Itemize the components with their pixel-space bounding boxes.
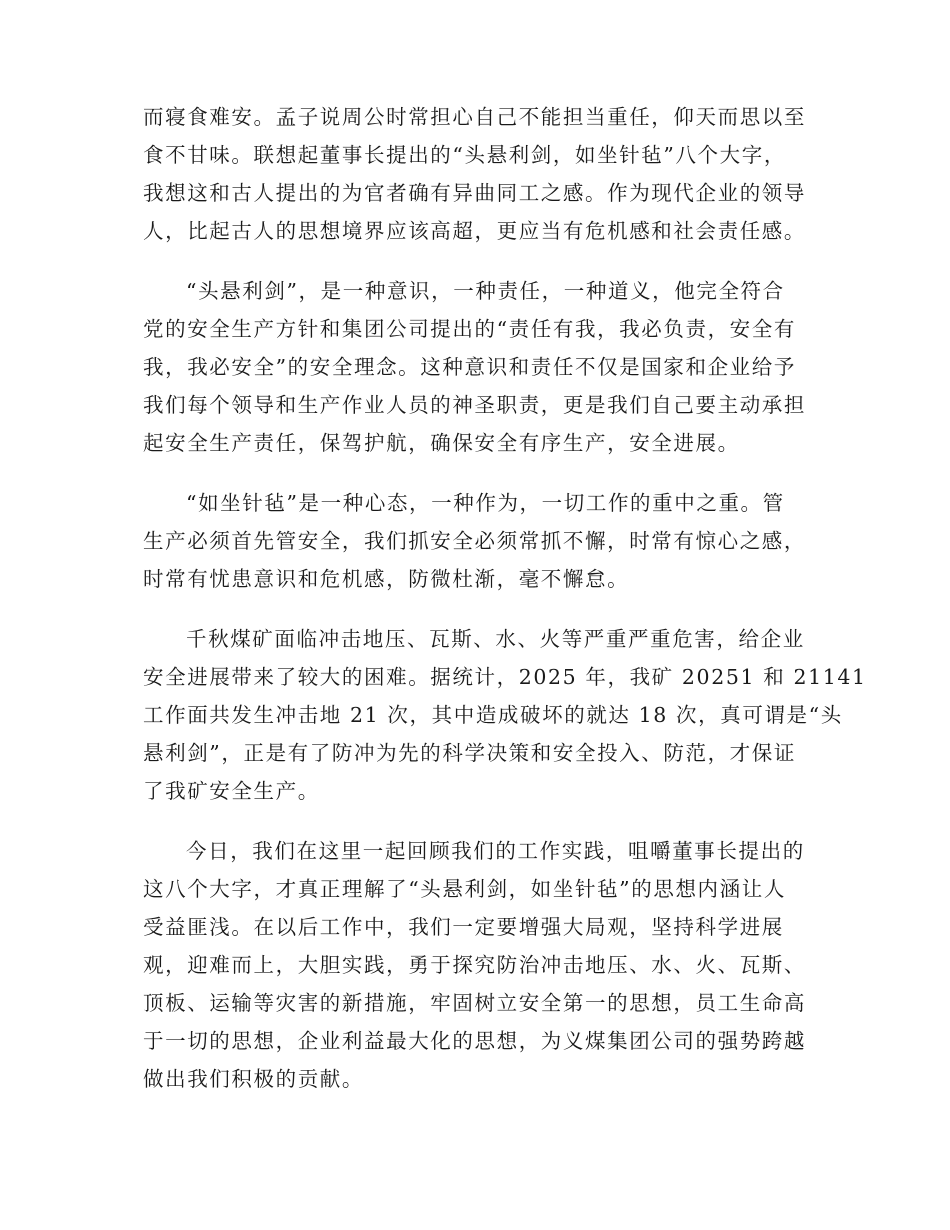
text-line: 安全进展带来了较大的困难。据统计，2025 年，我矿 20251 和 21141 <box>143 665 867 689</box>
text-line: 食不甘味。联想起董事长提出的“头悬利剑，如坐针毡”八个大字， <box>143 143 786 167</box>
paragraph-5 <box>143 832 808 1098</box>
text-line: 我想这和古人提出的为官者确有异曲同工之感。作为现代企业的领导 <box>143 181 806 205</box>
text-line: 顶板、运输等灾害的新措施，牢固树立安全第一的思想，员工生命高 <box>143 991 806 1015</box>
text-line: 我们每个领导和生产作业人员的神圣职责，更是我们自己要主动承担 <box>143 393 806 417</box>
document-body <box>143 98 867 1120</box>
text-line: 做出我们积极的贡献。 <box>143 1067 364 1091</box>
text-line: 工作面共发生冲击地 21 次，其中造成破坏的就达 18 次，真可谓是“头 <box>143 703 843 727</box>
paragraph-2 <box>143 272 808 462</box>
text-line: 生产必须首先管安全，我们抓安全必须常抓不懈，时常有惊心之感， <box>143 529 806 553</box>
text-line: 而寝食难安。孟子说周公时常担心自己不能担当重任，仰天而思以至 <box>143 105 806 129</box>
text-line: “头悬利剑”，是一种意识，一种责任，一种道义，他完全符合 <box>186 279 785 303</box>
text-line: 今日，我们在这里一起回顾我们的工作实践，咀嚼董事长提出的 <box>186 839 805 863</box>
paragraph-3 <box>143 484 808 598</box>
text-line: 人，比起古人的思想境界应该高超，更应当有危机感和社会责任感。 <box>143 219 806 243</box>
text-line: 这八个大字，才真正理解了“头悬利剑，如坐针毡”的思想内涵让人 <box>143 877 786 901</box>
text-line: 起安全生产责任，保驾护航，确保安全有序生产，安全进展。 <box>143 431 740 455</box>
text-line: 受益匪浅。在以后工作中，我们一定要增强大局观，坚持科学进展 <box>143 915 784 939</box>
text-line: 时常有忧患意识和危机感，防微杜渐，毫不懈怠。 <box>143 567 630 591</box>
text-line: 悬利剑”，正是有了防冲为先的科学决策和安全投入、防范，才保证 <box>143 741 796 765</box>
text-line: 于一切的思想，企业利益最大化的思想，为义煤集团公司的强势跨越 <box>143 1029 806 1053</box>
text-line: 我，我必安全”的安全理念。这种意识和责任不仅是国家和企业给予 <box>143 355 796 379</box>
paragraph-4 <box>143 620 867 810</box>
text-line: 千秋煤矿面临冲击地压、瓦斯、水、火等严重严重危害，给企业 <box>186 627 805 651</box>
text-line: 党的安全生产方针和集团公司提出的“责任有我，我必负责，安全有 <box>143 317 796 341</box>
text-line: 了我矿安全生产。 <box>143 779 320 803</box>
text-line: “如坐针毡”是一种心态，一种作为，一切工作的重中之重。管 <box>186 491 785 515</box>
paragraph-1 <box>143 98 808 250</box>
text-line: 观，迎难而上，大胆实践，勇于探究防治冲击地压、水、火、瓦斯、 <box>143 953 806 977</box>
